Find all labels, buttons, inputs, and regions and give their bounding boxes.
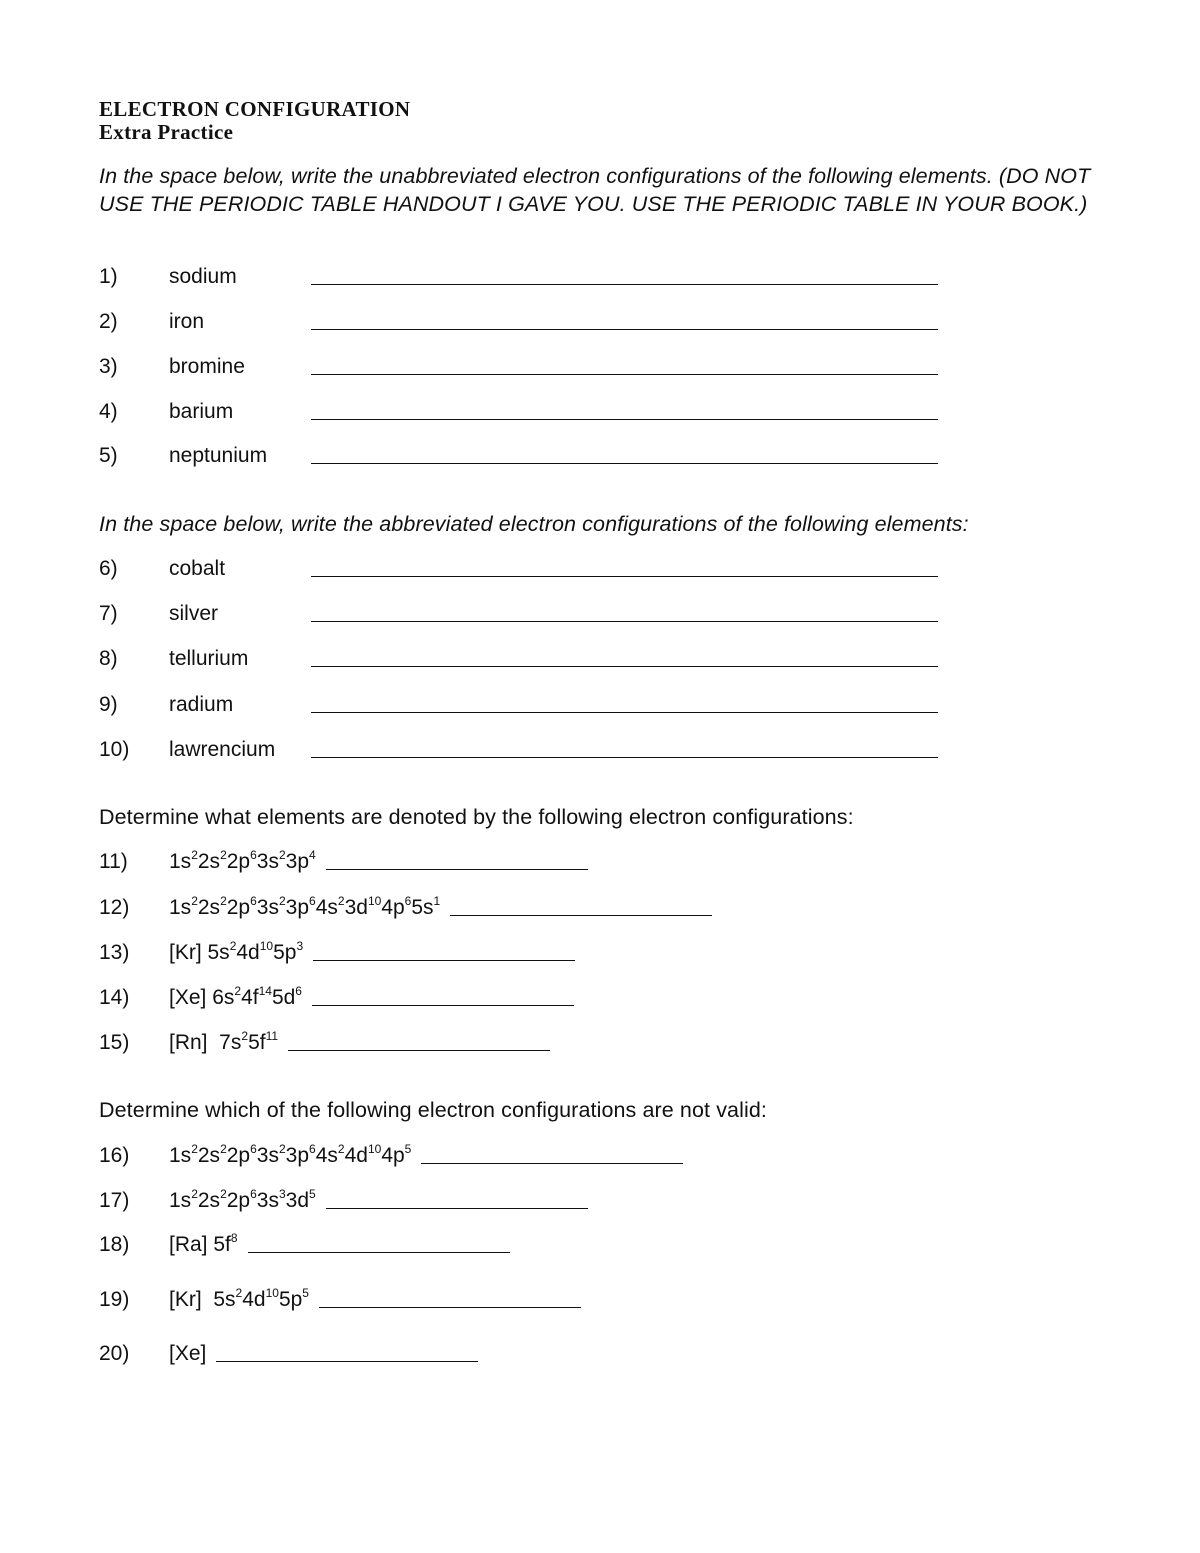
- question-row: [99, 599, 1099, 629]
- answer-line[interactable]: [319, 1307, 581, 1308]
- config-cell: [169, 1230, 510, 1260]
- element-name: tellurium: [169, 647, 249, 670]
- answer-line[interactable]: [311, 666, 938, 667]
- question-row: [99, 644, 1099, 674]
- electron-config: $1s^22s^22p^63s^23p^4$: [169, 848, 316, 873]
- section1-instruction: In the space below, write the unabbreviated electron configurations of the following elements. (DO NOT USE THE PERIODIC TABLE HANDOUT I GAVE YOU. USE THE PERIODIC TABLE IN YOUR BOOK.): [99, 164, 1091, 216]
- config-cell: [169, 1186, 588, 1216]
- answer-line[interactable]: [311, 374, 938, 375]
- config-cell: [169, 1339, 478, 1369]
- answer-line[interactable]: [313, 960, 575, 961]
- question-row: [99, 983, 1099, 1013]
- config-cell: [169, 983, 574, 1013]
- question-number: 19): [99, 1288, 130, 1311]
- electron-config: [Rn] $7s^25f^{11}$: [169, 1029, 279, 1054]
- electron-config: [Ra] $5f^8$: [169, 1231, 238, 1256]
- question-row: [99, 352, 1099, 382]
- element-name: radium: [169, 693, 234, 716]
- electron-config: [Kr] $5s^24d^{10}5p^5$: [169, 1286, 309, 1311]
- question-row: [99, 1141, 1099, 1171]
- section3-instruction: Determine what elements are denoted by the following electron configurations:: [99, 805, 854, 829]
- page-title: ELECTRON CONFIGURATION: [99, 97, 411, 121]
- element-name: iron: [169, 310, 205, 333]
- answer-line[interactable]: [326, 1208, 588, 1209]
- question-row: [99, 690, 1099, 720]
- question-row: [99, 1186, 1099, 1216]
- answer-line[interactable]: [311, 419, 938, 420]
- answer-line[interactable]: [248, 1252, 510, 1253]
- question-number: 15): [99, 1031, 130, 1054]
- element-name: neptunium: [169, 444, 268, 467]
- answer-line[interactable]: [311, 757, 938, 758]
- element-name: sodium: [169, 265, 237, 288]
- element-name: cobalt: [169, 557, 226, 580]
- question-number: 14): [99, 986, 130, 1009]
- answer-line[interactable]: [311, 284, 938, 285]
- electron-config: [Xe] $6s^24f^{14}5d^6$: [169, 984, 302, 1009]
- section2-instruction: In the space below, write the abbreviated electron configurations of the following elements:: [99, 512, 969, 536]
- question-number: 4): [99, 400, 118, 423]
- question-row: [99, 847, 1099, 877]
- electron-config: $1s^22s^22p^63s^23p^64s^23d^{10}4p^65s^1$: [169, 894, 441, 919]
- question-number: 16): [99, 1144, 130, 1167]
- question-row: [99, 554, 1099, 584]
- question-number: 3): [99, 355, 118, 378]
- config-cell: [169, 1141, 683, 1171]
- question-number: 20): [99, 1342, 130, 1365]
- question-number: 17): [99, 1189, 130, 1212]
- answer-line[interactable]: [311, 329, 938, 330]
- question-row: [99, 1285, 1099, 1315]
- config-cell: [169, 893, 712, 923]
- answer-line[interactable]: [421, 1163, 683, 1164]
- question-number: 5): [99, 444, 118, 467]
- electron-config: $1s^22s^22p^63s^33d^5$: [169, 1187, 316, 1212]
- question-number: 7): [99, 602, 118, 625]
- page-subtitle: Extra Practice: [99, 120, 234, 144]
- question-number: 11): [99, 850, 128, 873]
- element-name: bromine: [169, 355, 245, 378]
- electron-config: [Xe]: [169, 1342, 207, 1365]
- config-cell: [169, 1285, 581, 1315]
- question-number: 10): [99, 738, 130, 761]
- answer-line[interactable]: [288, 1050, 550, 1051]
- question-number: 2): [99, 310, 118, 333]
- answer-line[interactable]: [216, 1361, 478, 1362]
- question-row: [99, 1028, 1099, 1058]
- question-row: [99, 735, 1099, 765]
- question-number: 12): [99, 896, 130, 919]
- question-row: [99, 441, 1099, 471]
- question-number: 8): [99, 647, 118, 670]
- answer-line[interactable]: [311, 463, 938, 464]
- electron-config: [Kr] $5s^24d^{10}5p^3$: [169, 939, 304, 964]
- question-row: [99, 262, 1099, 292]
- answer-line[interactable]: [312, 1005, 574, 1006]
- element-name: barium: [169, 400, 234, 423]
- answer-line[interactable]: [311, 621, 938, 622]
- question-row: [99, 1339, 1099, 1369]
- question-row: [99, 938, 1099, 968]
- answer-line[interactable]: [311, 712, 938, 713]
- electron-config: $1s^22s^22p^63s^23p^64s^24d^{10}4p^5$: [169, 1142, 412, 1167]
- question-number: 1): [99, 265, 118, 288]
- config-cell: [169, 847, 588, 877]
- question-number: 9): [99, 693, 118, 716]
- question-row: [99, 307, 1099, 337]
- element-name: lawrencium: [169, 738, 276, 761]
- answer-line[interactable]: [311, 576, 938, 577]
- question-number: 6): [99, 557, 118, 580]
- answer-line[interactable]: [326, 869, 588, 870]
- config-cell: [169, 938, 575, 968]
- question-row: [99, 893, 1099, 923]
- question-number: 18): [99, 1233, 130, 1256]
- question-number: 13): [99, 941, 130, 964]
- element-name: silver: [169, 602, 219, 625]
- section4-instruction: Determine which of the following electron configurations are not valid:: [99, 1098, 767, 1122]
- answer-line[interactable]: [450, 915, 712, 916]
- question-row: [99, 397, 1099, 427]
- config-cell: [169, 1028, 550, 1058]
- question-row: [99, 1230, 1099, 1260]
